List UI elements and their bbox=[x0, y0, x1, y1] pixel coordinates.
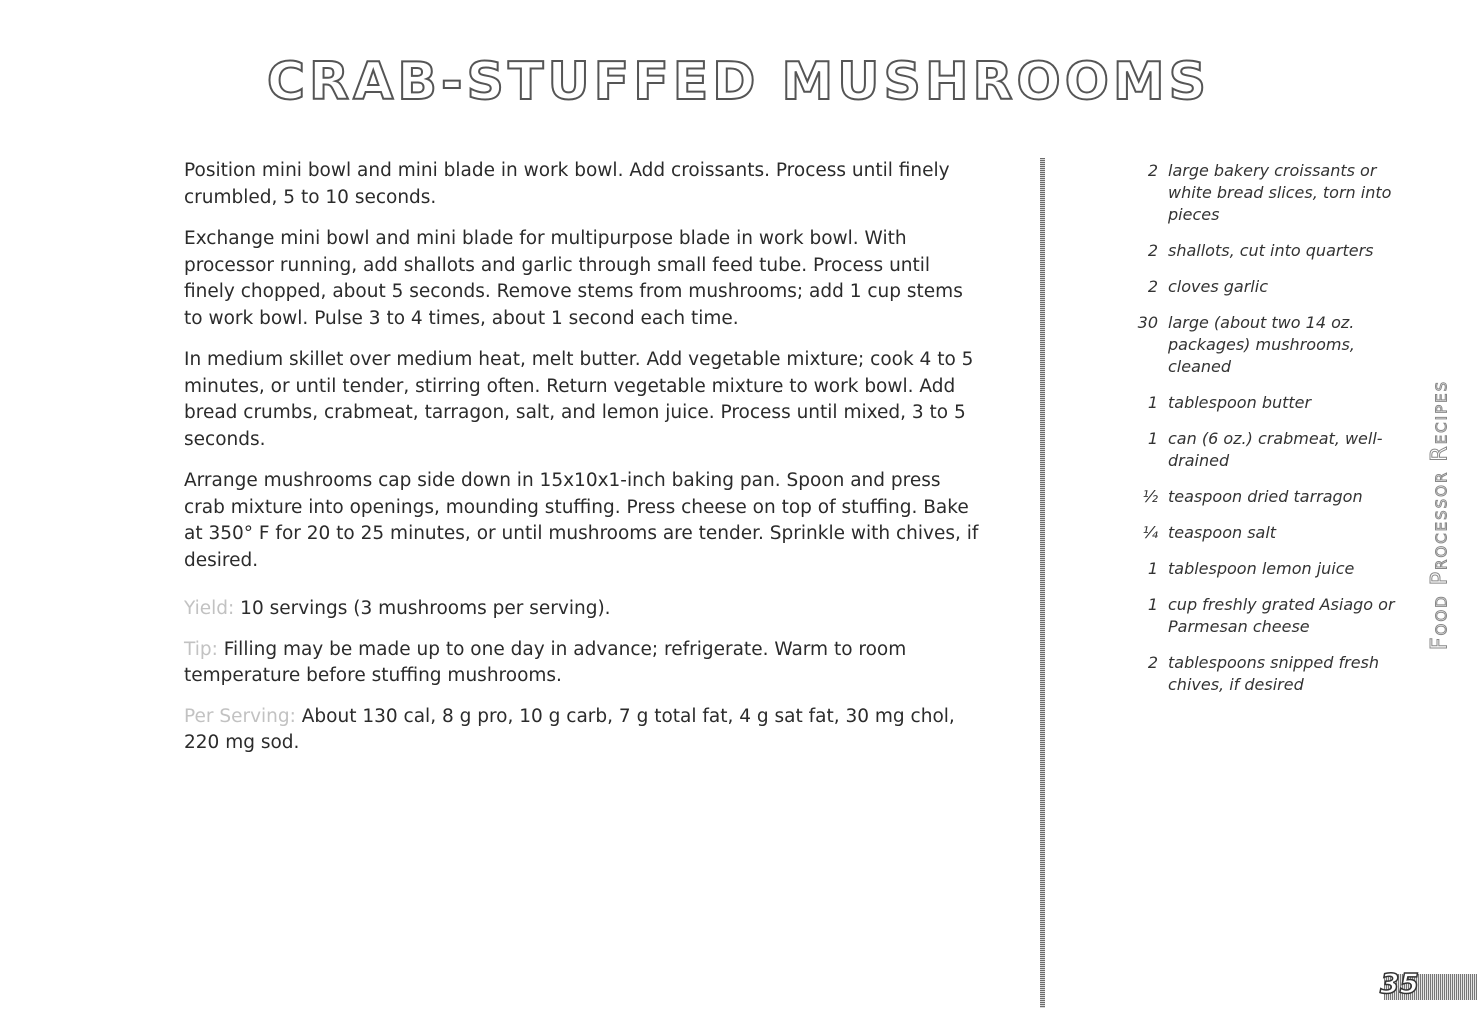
ingredient-qty: 30 bbox=[1137, 313, 1158, 332]
ingredient-qty: ½ bbox=[1142, 487, 1158, 506]
ingredient-item bbox=[1108, 428, 1408, 472]
ingredient-qty: 2 bbox=[1147, 161, 1158, 180]
step-1: Position mini bowl and mini blade in work bowl. Add croissants. Process until finely crumbled, 5 to 10 seconds. bbox=[184, 160, 950, 208]
ingredient-text: large (about two 14 oz. packages) mushrooms, cleaned bbox=[1168, 313, 1355, 376]
step-3: In medium skillet over medium heat, melt butter. Add vegetable mixture; cook 4 to 5 minutes, or until tender, stirring often. Return vegetable mixture to work bowl. Add bread crumbs, crabmeat, tarragon, salt, and lemon juice. Process until mixed, 3 to 5 seconds. bbox=[184, 349, 974, 450]
ingredient-item bbox=[1108, 652, 1408, 696]
ingredient-item bbox=[1108, 594, 1408, 638]
ingredient-text: tablespoons snipped fresh chives, if desired bbox=[1168, 653, 1380, 694]
ingredient-text: tablespoon lemon juice bbox=[1168, 559, 1355, 578]
per-serving-label: Per Serving: bbox=[184, 705, 296, 727]
yield-note bbox=[184, 596, 984, 623]
ingredient-qty: 1 bbox=[1147, 429, 1158, 448]
step-2: Exchange mini bowl and mini blade for multipurpose blade in work bowl. With processor running, add shallots and garlic through small feed tube. Process until finely chopped, about 5 seconds. Remove stems from mushrooms; add 1 cup stems to work bowl. Pulse 3 to 4 times, about 1 second each time. bbox=[184, 228, 963, 329]
ingredient-qty: 1 bbox=[1147, 559, 1158, 578]
ingredient-qty: 1 bbox=[1147, 595, 1158, 614]
section-title-text: Food Processor Recipes bbox=[1427, 379, 1453, 651]
tip-text: Filling may be made up to one day in advance; refrigerate. Warm to room temperature before stuffing mushrooms. bbox=[184, 638, 907, 686]
ingredient-qty: 2 bbox=[1147, 277, 1158, 296]
step-4: Arrange mushrooms cap side down in 15x10x1-inch baking pan. Spoon and press crab mixture into openings, mounding stuffing. Press cheese on top of stuffing. Bake at 350° F for 20 to 25 minutes, or until mushrooms are tender. Sprinkle with chives, if desired. bbox=[184, 470, 979, 571]
ingredient-text: teaspoon salt bbox=[1168, 523, 1277, 542]
ingredient-item bbox=[1108, 312, 1408, 378]
recipe-notes bbox=[184, 596, 984, 771]
yield-text: 10 servings (3 mushrooms per serving). bbox=[240, 598, 611, 619]
ingredient-item bbox=[1108, 276, 1408, 298]
ingredient-text: shallots, cut into quarters bbox=[1168, 241, 1374, 260]
ingredient-text: tablespoon butter bbox=[1168, 393, 1312, 412]
ingredient-item bbox=[1108, 240, 1408, 262]
ingredient-item bbox=[1108, 392, 1408, 414]
ingredient-item bbox=[1108, 522, 1408, 544]
ingredient-item bbox=[1108, 486, 1408, 508]
recipe-title: CRAB-STUFFED MUSHROOMS bbox=[266, 52, 1211, 112]
per-serving-text: About 130 cal, 8 g pro, 10 g carb, 7 g total fat, 4 g sat fat, 30 mg chol, 220 mg sod. bbox=[184, 705, 955, 753]
ingredient-qty: 1 bbox=[1147, 393, 1158, 412]
instructions bbox=[184, 158, 984, 589]
ingredient-qty: 2 bbox=[1147, 241, 1158, 260]
column-divider bbox=[1040, 158, 1045, 1008]
ingredient-text: large bakery croissants or white bread slices, torn into pieces bbox=[1168, 161, 1392, 224]
page-number: 35 bbox=[1380, 967, 1419, 1000]
nutrition-note bbox=[184, 704, 984, 757]
ingredient-qty: 2 bbox=[1147, 653, 1158, 672]
ingredient-qty: ¼ bbox=[1142, 523, 1158, 542]
section-title-vertical bbox=[1420, 380, 1460, 650]
ingredient-text: can (6 oz.) crabmeat, well-drained bbox=[1168, 429, 1383, 470]
yield-label: Yield: bbox=[184, 598, 235, 619]
tip-label: Tip: bbox=[184, 638, 218, 660]
ingredient-text: teaspoon dried tarragon bbox=[1168, 487, 1363, 506]
ingredients-list bbox=[1108, 160, 1408, 710]
ingredient-text: cup freshly grated Asiago or Parmesan cheese bbox=[1168, 595, 1395, 636]
tip-note bbox=[184, 637, 984, 690]
ingredient-text: cloves garlic bbox=[1168, 277, 1268, 296]
ingredient-item bbox=[1108, 160, 1408, 226]
ingredient-item bbox=[1108, 558, 1408, 580]
